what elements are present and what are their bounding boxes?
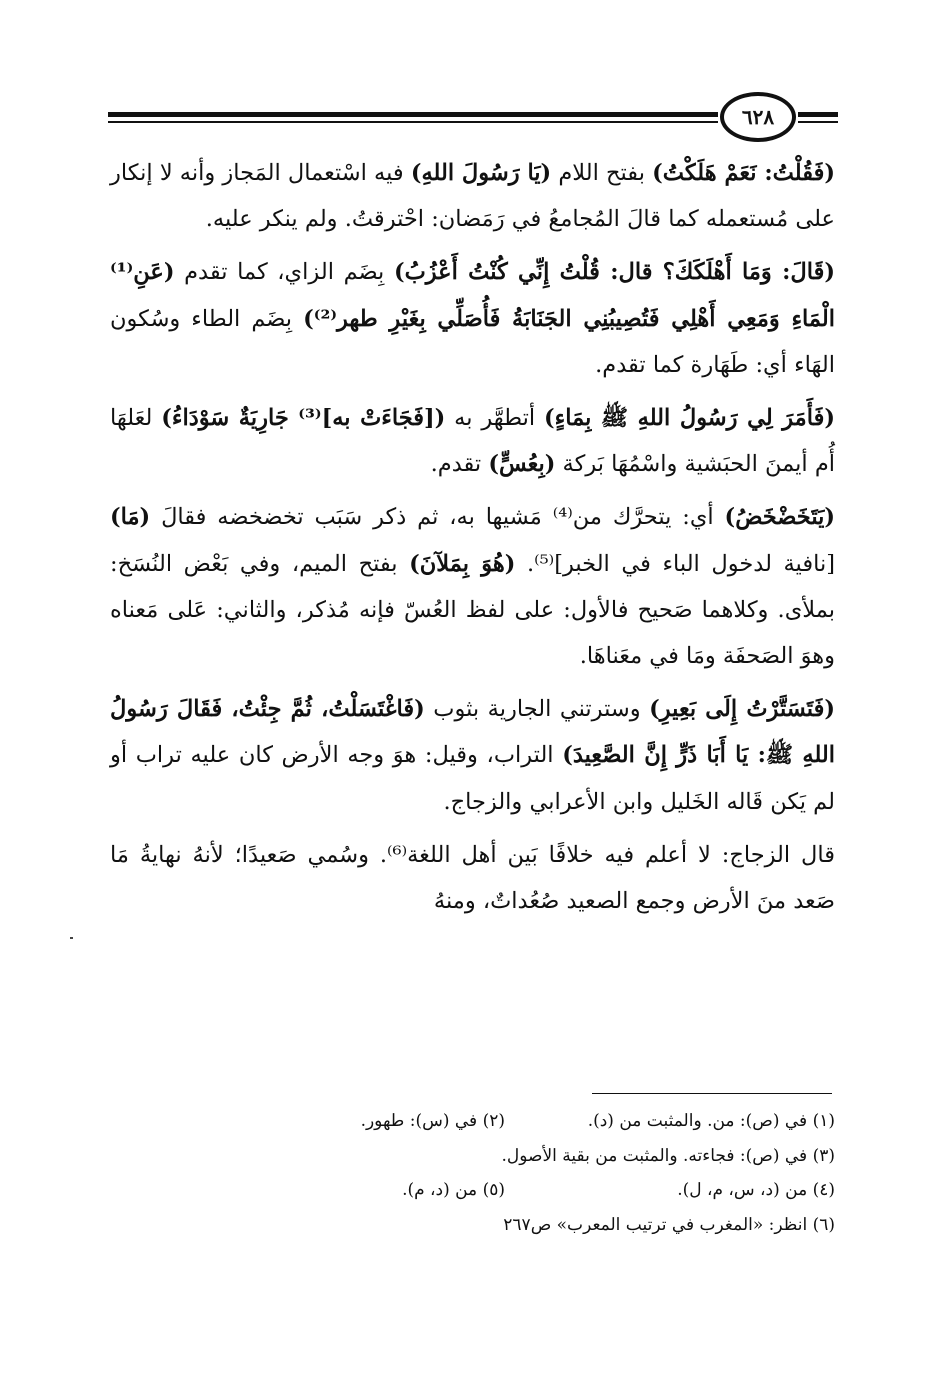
commentary-text: بِضَم الزاي، كما تقدم bbox=[174, 259, 394, 286]
commentary-text: أتطهَّر به bbox=[445, 405, 545, 432]
hadith-quote: (فَتَسَتَّرْتُ إِلَى بَعِيرِ) bbox=[649, 696, 835, 723]
hadith-quote: (يَتَخَضْخَضُ) bbox=[724, 504, 836, 531]
footnote-row bbox=[150, 1104, 835, 1139]
hadith-quote: (هُوَ بِمَلآنَ) bbox=[409, 550, 516, 577]
commentary-text: أي: يتحرَّك من⁽⁴⁾ مَشيها به، ثم ذكر سَبَب تخضخضه فقالَ bbox=[150, 504, 725, 531]
header-rule-thin bbox=[108, 121, 718, 123]
header-rule-thick bbox=[108, 112, 718, 117]
header-rule-right-thick bbox=[798, 112, 838, 117]
paragraph bbox=[110, 832, 835, 924]
commentary-text: قال الزجاج: لا أعلم فيه خلافًا بَين أهل اللغة⁽⁶⁾. وسُمي صَعيدًا؛ لأنهُ نهايةُ مَا صَعد منَ الأرض وجمع الصعيد صُعُداتٌ، ومنهُ bbox=[110, 841, 836, 915]
paragraph bbox=[110, 686, 835, 825]
footnote-2: (٢) في (س): طهور. bbox=[360, 1111, 505, 1131]
footnote-3: (٣) في (ص): فجاءته. والمثبت من بقية الأصول. bbox=[501, 1145, 835, 1166]
footnote-4: (٤) من (د، س، م، ل). bbox=[677, 1180, 835, 1200]
footnote-row bbox=[150, 1139, 835, 1174]
paragraph bbox=[110, 494, 835, 679]
paragraph bbox=[110, 249, 835, 388]
footnote-separator bbox=[592, 1093, 832, 1094]
commentary-text: [نافية لدخول الباء في الخبر]⁽⁵⁾. bbox=[515, 550, 835, 577]
commentary-text: فيه اسْتعمال المَجاز وأنه لا إنكار على مُستعمله كما قالَ المُجامعُ في رَمَضان: احْترقتُ. ولم ينكر عليه. bbox=[110, 160, 835, 233]
paragraph bbox=[110, 150, 835, 242]
hadith-quote: (يَا رَسُولَ اللهِ) bbox=[410, 160, 552, 186]
page-header bbox=[108, 86, 838, 146]
commentary-text: بفتح اللام bbox=[551, 160, 653, 186]
hadith-quote: (عَنِ⁽¹⁾ الْمَاءِ وَمَعِي أَهْلِي فَتُصِيبُنِي الجَنَابَةُ فَأُصَلِّي بِغَيْرِ طهر⁽²⁾) bbox=[110, 259, 835, 332]
footnote-6: (٦) انظر: «المغرب في ترتيب المعرب» ص٢٦٧ bbox=[503, 1214, 835, 1235]
commentary-text: بفتح الميم، وفي بَعْض النُسَخ: بملأى. وكلاهما صَحيح فالأول: على لفظ العُسّ فإنه مُذكر، والثاني: عَلى مَعناه وهوَ الصَحفَة ومَا في معَناهَا. bbox=[110, 550, 835, 670]
hadith-quote: (فَأَمَرَ لِي رَسُولُ اللهِ ﷺ بِمَاءٍ) bbox=[544, 405, 835, 432]
hadith-quote: (قَالَ: وَمَا أَهْلَكَكَ؟ قال: قُلْتُ إِنِّي كُنْتُ أَعْزُبُ) bbox=[393, 259, 835, 286]
commentary-text: بِضَم الطاء وسُكون الهَاء أي: طَهَارة كما تقدم. bbox=[110, 305, 835, 378]
hadith-quote: (بِعُسٍّ) bbox=[488, 451, 556, 478]
commentary-text: وسترتني الجارية بثوب bbox=[424, 696, 650, 723]
margin-mark bbox=[70, 937, 73, 939]
page-number: ٦٢٨ bbox=[720, 92, 796, 142]
header-rule-right-thin bbox=[798, 121, 838, 123]
hadith-quote: (فَقُلْتُ: نَعَمْ هَلَكْتُ) bbox=[652, 160, 836, 186]
commentary-text: التراب، وقيل: هوَ وجه الأرض كان عليه تراب أو لم يَكن قَاله الخَليل وابن الأعرابي والزجاج. bbox=[110, 742, 835, 815]
footnote-1: (١) في (ص): من. والمثبت من (د). bbox=[587, 1111, 835, 1131]
paragraph bbox=[110, 395, 835, 487]
footnote-row bbox=[150, 1173, 835, 1208]
footnote-row bbox=[150, 1208, 835, 1243]
footnote-5: (٥) من (د، م). bbox=[402, 1180, 505, 1200]
hadith-quote: ([فَجَاءَتْ به]⁽³⁾ جَارِيَةٌ سَوْدَاءُ) bbox=[161, 405, 446, 432]
hadith-quote: (مَا) bbox=[110, 504, 151, 531]
footnotes bbox=[150, 1104, 835, 1242]
main-text bbox=[110, 150, 835, 931]
commentary-text: لعَلهَا أُم أيمنَ الحبَشية واسْمُهَا بَركة bbox=[110, 405, 835, 478]
hadith-quote: (فَاغْتَسَلْتُ، ثُمَّ جِئْتُ، فَقَالَ رَسُولُ اللهِ ﷺ: يَا أَبَا ذَرٍّ إِنَّ الصَّعِيدَ) bbox=[110, 696, 835, 769]
commentary-text: تقدم. bbox=[430, 451, 489, 478]
